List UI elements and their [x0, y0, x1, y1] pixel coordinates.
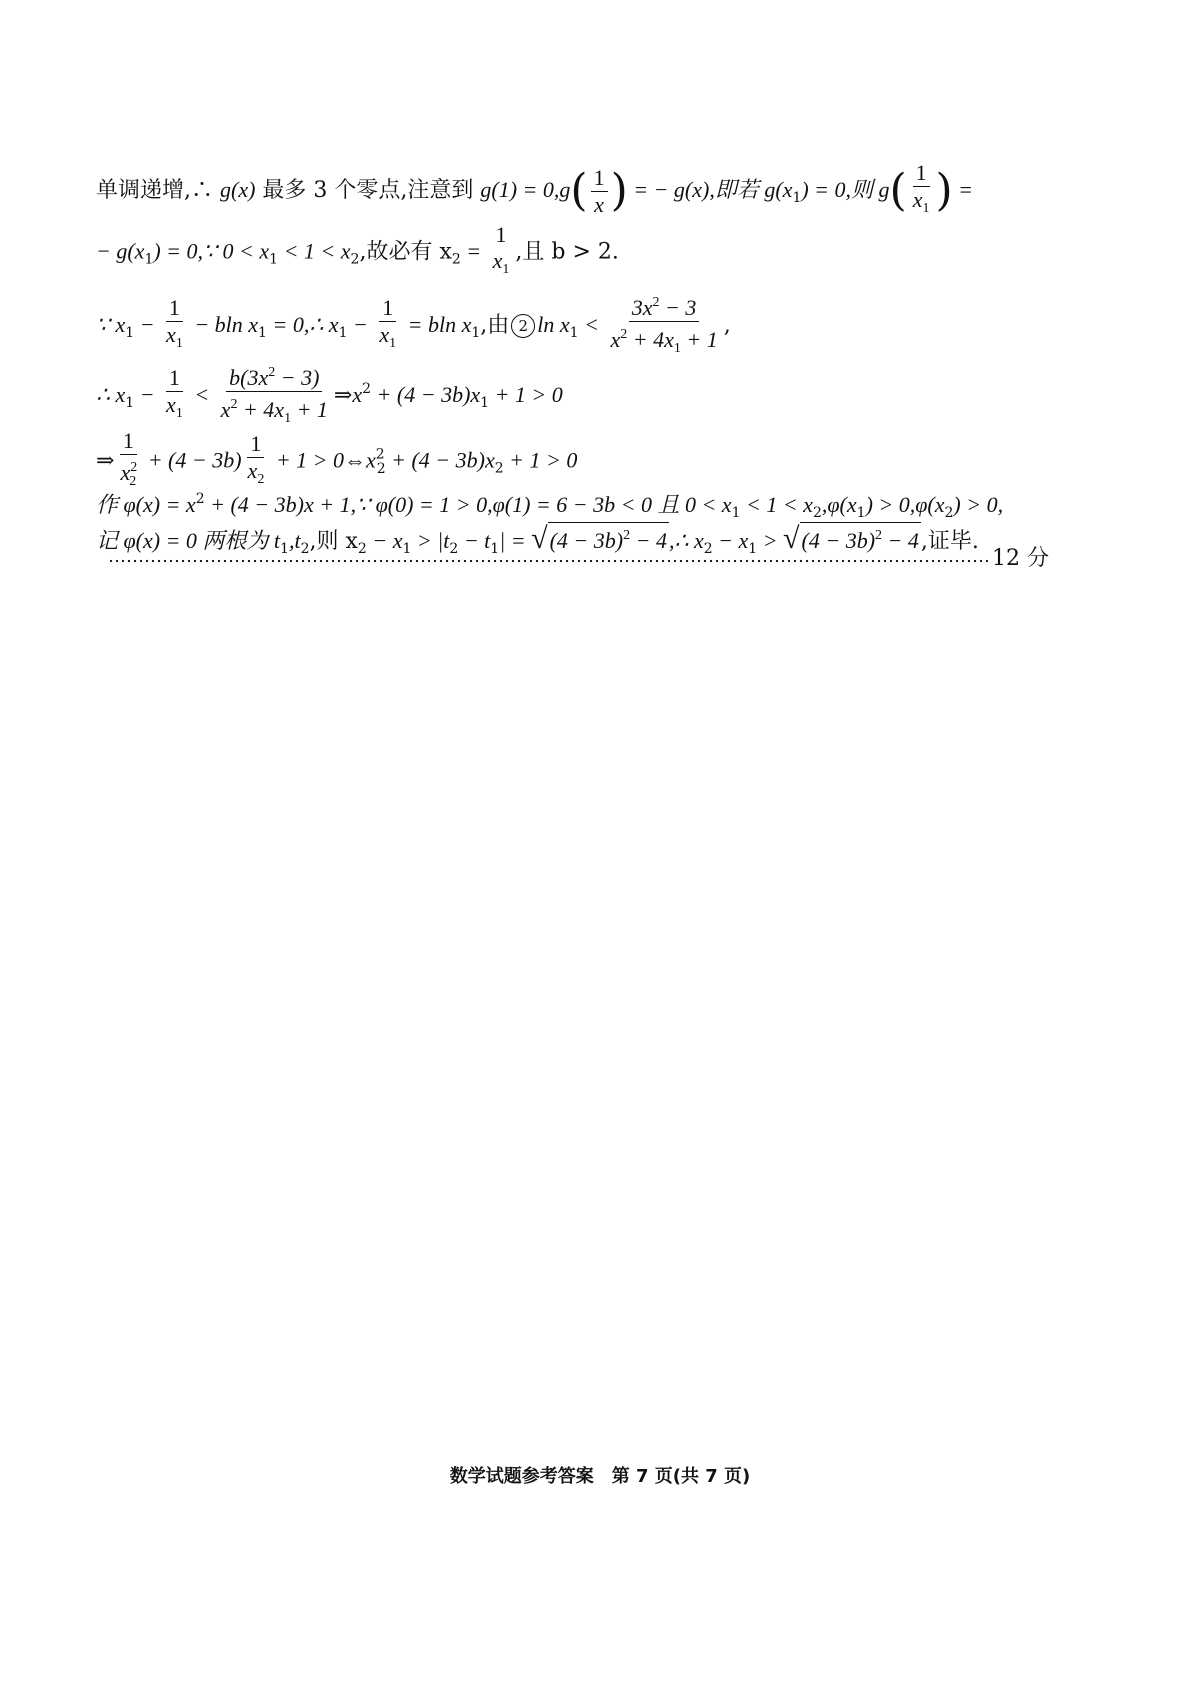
paren: ) — [610, 165, 628, 216]
denominator — [607, 322, 720, 362]
solution-line-1 — [96, 160, 973, 222]
radicand — [548, 522, 669, 554]
math: − — [134, 312, 161, 337]
math: < — [188, 382, 215, 407]
subscript: 1 — [490, 541, 500, 557]
subscript: 2 — [703, 541, 713, 557]
numerator: 1 — [247, 431, 264, 458]
subscript: 2 — [451, 251, 461, 268]
superscript: 2 — [652, 295, 660, 310]
denominator — [163, 392, 186, 427]
math: > — [757, 528, 784, 553]
score-label: 12 分 — [992, 546, 1049, 571]
subscript: 1 — [389, 336, 397, 351]
den-var: x — [492, 248, 503, 273]
numerator: 1 — [495, 222, 507, 247]
math: + (4 − 3b)x — [371, 382, 481, 407]
math: g(x — [764, 177, 793, 202]
math: < 1 < x — [740, 492, 813, 517]
den-part: x — [220, 397, 231, 422]
subscript: 2 — [494, 460, 504, 477]
math: ) > 0, — [953, 492, 1004, 517]
subscript: 2 — [376, 460, 386, 477]
subscript: 1 — [144, 251, 154, 268]
math: + 1 > 0 — [489, 382, 563, 407]
text: 最多 3 个零点,注意到 — [255, 178, 481, 203]
superscript: 2 — [375, 446, 385, 463]
text: ,且 b > 2. — [515, 239, 619, 265]
subscript: 1 — [175, 336, 183, 351]
square-root — [783, 522, 921, 554]
superscript: 2 — [268, 365, 276, 380]
subscript: 2 — [350, 251, 360, 268]
subscript: 1 — [748, 541, 758, 557]
fraction — [376, 295, 399, 357]
math: + 1 > 0 — [503, 447, 578, 473]
numerator — [226, 360, 322, 392]
subscript: 1 — [280, 541, 289, 557]
numerator — [629, 290, 700, 322]
subscript: 1 — [402, 541, 412, 557]
math: − g(x — [96, 238, 145, 264]
math: = − g(x),即若 — [627, 177, 765, 202]
radical-sign: √ — [783, 522, 800, 555]
fraction — [163, 295, 186, 357]
radicand-part: − 4 — [882, 528, 919, 553]
math: − t — [458, 528, 491, 553]
fraction — [591, 165, 608, 218]
num-part: b(3x — [229, 365, 269, 390]
numerator: 1 — [913, 160, 930, 187]
fraction — [163, 365, 186, 427]
math: | = — [499, 528, 532, 553]
math: < 1 < x — [278, 238, 351, 264]
num-part: − 3) — [275, 365, 320, 390]
denominator — [490, 248, 513, 283]
subscript: 2 — [812, 505, 822, 521]
fraction — [607, 290, 720, 362]
subscript: 1 — [673, 341, 681, 356]
math: ) = 0,∵ 0 < x — [153, 238, 270, 264]
math: = 0,∴ x — [266, 312, 339, 337]
math: ,∴ x — [668, 528, 704, 553]
math: ,φ(x — [821, 492, 857, 517]
math: = — [460, 238, 487, 264]
radicand-part: − 4 — [630, 528, 667, 553]
math: g(1) = 0, — [480, 177, 560, 202]
math: = bln x — [402, 312, 472, 337]
subscript: 2 — [944, 505, 954, 521]
solution-line-3 — [96, 290, 731, 362]
page-footer: 数学试题参考答案 第 7 页(共 7 页) — [449, 1466, 751, 1487]
subscript: 1 — [922, 201, 930, 216]
fraction — [218, 360, 331, 432]
subscript: 1 — [792, 190, 802, 206]
subscript: 1 — [284, 411, 292, 426]
math: ⇒x — [333, 382, 363, 407]
math: = — [952, 177, 974, 202]
subscript: 2 — [300, 541, 310, 557]
paren: ) — [935, 165, 953, 216]
fraction — [910, 160, 933, 222]
math: ∴ x — [96, 382, 126, 407]
paren: ( — [889, 165, 907, 216]
num-part: − 3 — [659, 295, 697, 320]
den-part: + 1 — [680, 327, 718, 352]
math: (x) — [231, 177, 256, 202]
subscript: 1 — [269, 251, 279, 268]
subscript: 1 — [125, 325, 135, 341]
subscript: 1 — [856, 505, 866, 521]
math: ⇒ — [96, 447, 115, 473]
text: ,由 — [480, 313, 510, 338]
dotted-leader — [108, 558, 988, 564]
paren: ( — [570, 165, 588, 216]
numerator: 1 — [120, 428, 137, 455]
math: ,t — [288, 528, 301, 553]
math: + (4 − 3b)x + 1,∵ φ(0) = 1 > 0,φ(1) = 6 − 3b < 0 且 0 < x — [204, 492, 732, 517]
math: + (4 − 3b)x — [385, 447, 495, 473]
superscript: 2 — [623, 528, 631, 543]
solution-line-4 — [96, 360, 563, 432]
denominator — [910, 187, 933, 222]
num-part: 3x — [631, 295, 653, 320]
superscript: 2 — [875, 528, 883, 543]
den-part: + 4x — [627, 327, 674, 352]
subscript: 1 — [258, 325, 267, 341]
text: ,故必有 x — [359, 239, 452, 265]
den-var: x — [120, 460, 131, 485]
text: ,则 x — [309, 529, 358, 554]
math: g — [878, 177, 890, 202]
den-var: x — [379, 322, 390, 347]
den-part: + 1 — [291, 397, 328, 422]
math: > |t — [411, 528, 450, 553]
circled-number: 2 — [511, 314, 535, 338]
math: + 1 > 0⇔x — [270, 447, 376, 473]
math: ) > 0,φ(x — [865, 492, 945, 517]
radicand — [800, 522, 921, 554]
numerator: 1 — [166, 295, 183, 322]
math: ln x — [537, 312, 570, 337]
subscript: 1 — [471, 325, 481, 341]
subscript: 1 — [731, 505, 741, 521]
subscript: 2 — [357, 541, 367, 557]
math: − x — [712, 528, 749, 553]
den-var: x — [166, 392, 176, 417]
denominator — [163, 322, 186, 357]
den-var: x — [166, 322, 176, 347]
den-part: x — [610, 327, 621, 352]
math: − bln x — [188, 312, 259, 337]
math: < — [578, 312, 605, 337]
fraction — [490, 222, 513, 283]
radicand-part: (4 − 3b) — [801, 528, 876, 553]
subscript: 1 — [480, 395, 490, 411]
numerator: 1 — [379, 295, 396, 322]
square-root — [531, 522, 669, 554]
subscript: 1 — [338, 325, 348, 341]
radical-sign: √ — [531, 522, 548, 555]
text: , — [723, 313, 731, 338]
solution-line-2 — [96, 222, 619, 283]
superscript: 2 — [362, 381, 372, 397]
numerator: 1 — [591, 165, 608, 192]
text: 单调递增,∴ — [96, 178, 220, 203]
math: − — [347, 312, 374, 337]
radicand-part: (4 − 3b) — [549, 528, 624, 553]
text: ,证毕. — [920, 529, 979, 554]
math: 记 φ(x) = 0 两根为 t — [96, 528, 281, 553]
numerator: 1 — [166, 365, 183, 392]
superscript: 2 — [195, 491, 205, 507]
subscript: 2 — [129, 474, 137, 489]
math: g — [559, 177, 571, 202]
math: ∵ x — [96, 312, 126, 337]
subscript: 2 — [257, 471, 265, 487]
subscript: 1 — [502, 262, 510, 277]
den-var: x — [912, 187, 923, 212]
den-var: x — [247, 457, 258, 483]
superscript: 2 — [620, 327, 628, 342]
superscript: 2 — [230, 397, 238, 412]
den-part: + 4x — [237, 397, 285, 422]
math: g — [220, 177, 231, 202]
math: 作 φ(x) = x — [96, 492, 196, 517]
denominator — [218, 392, 331, 432]
subscript: 1 — [569, 325, 579, 341]
math: ) = 0,则 — [801, 177, 879, 202]
denominator: x — [594, 191, 604, 217]
superscript: 2 — [130, 460, 138, 475]
subscript: 1 — [125, 395, 135, 411]
subscript: 1 — [175, 406, 183, 421]
math: + (4 − 3b) — [142, 447, 242, 473]
denominator — [376, 322, 399, 357]
subscript: 2 — [449, 541, 459, 557]
math: − x — [366, 528, 403, 553]
math: − — [134, 382, 161, 407]
